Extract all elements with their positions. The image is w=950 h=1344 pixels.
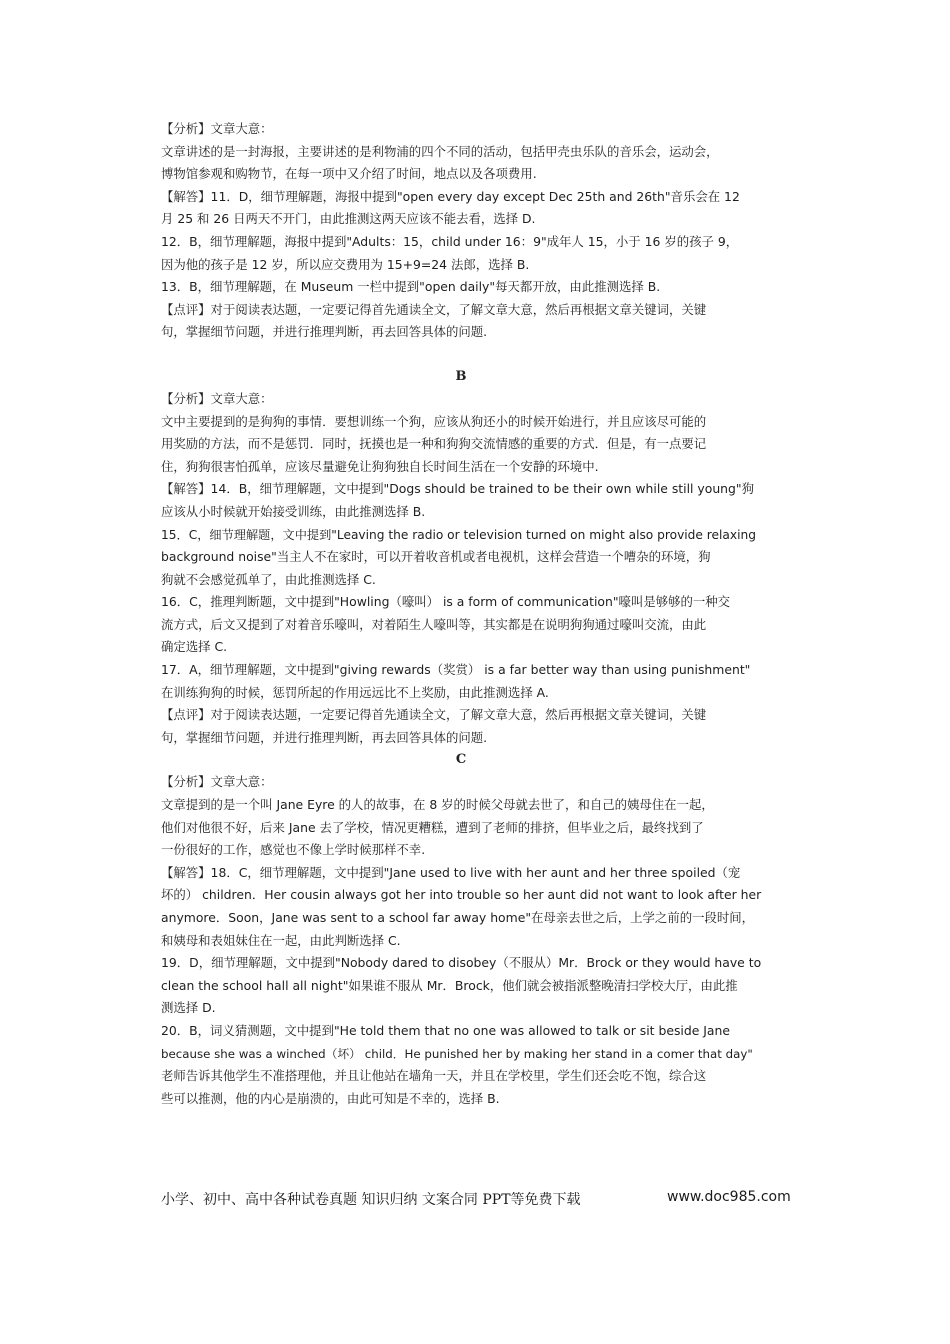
text-line: 12．B，细节理解题，海报中提到"Adults：15，child under 16：9"成年人 15，小于 16 岁的孩子 9，: [161, 233, 739, 249]
text-line: 【分析】文章大意：: [161, 774, 273, 790]
text-line: 【分析】文章大意：: [161, 121, 273, 136]
text-line: 在训练狗狗的时候，惩罚所起的作用远远比不上奖励，由此推测选择 A.: [161, 684, 549, 700]
text-line: 他们对他很不好，后来 Jane 去了学校，情况更糟糕，遭到了老师的排挤，但毕业之后，最终找到了: [161, 819, 704, 835]
section-a: [161, 118, 761, 344]
page-footer: [161, 1189, 801, 1209]
text-line: 17．A，细节理解题，文中提到"giving rewards（奖赏） is a far better way than using punishment": [161, 662, 751, 678]
text-line: 月 25 和 26 日两天不开门，由此推测这两天应该不能去看，选择 D.: [161, 211, 536, 227]
text-line: 【分析】文章大意：: [161, 390, 273, 406]
text-line: 文章讲述的是一封海报，主要讲述的是利物浦的四个不同的活动，包括甲壳虫乐队的音乐会，运动会，: [161, 143, 719, 159]
text-line: 【点评】对于阅读表达题，一定要记得首先通读全文，了解文章大意，然后再根据文章关键词，关键: [161, 707, 707, 723]
text-line: 文中主要提到的是狗狗的事情．要想训练一个狗，应该从狗还小的时候开始进行，并且应该尽可能的: [161, 413, 707, 429]
text-line: background noise"当主人不在家时，可以开着收音机或者电视机，这样会营造一个嘈杂的环境，狗: [161, 549, 711, 565]
section-heading: C: [455, 752, 467, 768]
text-line: 住，狗狗很害怕孤单，应该尽量避免让狗狗独自长时间生活在一个安静的环境中.: [161, 458, 599, 474]
text-line: 流方式，后文又提到了对着音乐嚎叫，对着陌生人嚎叫等，其实都是在说明狗狗通过嚎叫交流，由此: [161, 616, 707, 632]
text-line: 一份很好的工作，感觉也不像上学时候那样不幸.: [161, 842, 426, 858]
text-line: 文章提到的是一个叫 Jane Eyre 的人的故事，在 8 岁的时候父母就去世了，和自己的姨母住在一起，: [161, 797, 714, 813]
text-line: 坏的） children．Her cousin always got her into trouble so her aunt did not want to look after her: [161, 887, 762, 903]
text-line: 【解答】18．C，细节理解题，文中提到"Jane used to live with her aunt and her three spoiled（宠: [161, 864, 741, 880]
section-heading: B: [455, 368, 467, 384]
answer-explanations: [161, 118, 761, 1110]
text-line: 些可以推测，他的内心是崩溃的，由此可知是不幸的，选择 B.: [161, 1090, 500, 1106]
text-line: 15．C，细节理解题，文中提到"Leaving the radio or television turned on might also provide relaxing: [161, 527, 756, 542]
spacer: [161, 344, 761, 366]
text-line: 博物馆参观和购物节，在每一项中又介绍了时间，地点以及各项费用.: [161, 166, 537, 182]
text-line: 和姨母和表姐妹住在一起，由此判断选择 C.: [161, 932, 401, 948]
footer-site-link[interactable]: www.doc985.com: [667, 1189, 791, 1205]
text-line: because she was a winched（坏） child．He punished her by making her stand in a comer that day": [161, 1046, 753, 1061]
text-line: 句，掌握细节问题，并进行推理判断，再去回答具体的问题.: [161, 729, 488, 745]
text-line: 【解答】14．B，细节理解题，文中提到"Dogs should be trained to be their own while still young"狗: [161, 481, 754, 497]
text-line: 确定选择 C.: [161, 639, 228, 655]
text-line: anymore．Soon，Jane was sent to a school far away home"在母亲去世之后，上学之前的一段时间，: [161, 910, 755, 925]
text-line: 【解答】11．D，细节理解题，海报中提到"open every day except Dec 25th and 26th"音乐会在 12: [161, 188, 740, 204]
footer-promo-text: 小学、初中、高中各种试卷真题 知识归纳 文案合同 PPT等免费下载: [161, 1192, 581, 1208]
section-c: [161, 749, 761, 1110]
text-line: 【点评】对于阅读表达题，一定要记得首先通读全文，了解文章大意，然后再根据文章关键词，关键: [161, 301, 707, 317]
text-line: 16．C，推理判断题，文中提到"Howling（嚎叫） is a form of communication"嚎叫是够够的一种交: [161, 594, 731, 610]
text-line: 句，掌握细节问题，并进行推理判断，再去回答具体的问题.: [161, 324, 488, 340]
text-line: 应该从小时候就开始接受训练，由此推测选择 B.: [161, 503, 426, 519]
text-line: 因为他的孩子是 12 岁，所以应交费用为 15+9=24 法郎，选择 B.: [161, 256, 530, 272]
section-b: [161, 366, 761, 750]
text-line: 测选择 D.: [161, 1000, 216, 1016]
text-line: 13．B，细节理解题，在 Museum 一栏中提到"open daily"每天都开放，由此推测选择 B.: [161, 279, 661, 295]
text-line: 老师告诉其他学生不准搭理他，并且让他站在墙角一天，并且在学校里，学生们还会吃不饱，综合这: [161, 1068, 707, 1084]
text-line: 19．D，细节理解题，文中提到"Nobody dared to disobey（不服从）Mr．Brock or they would have to: [161, 955, 762, 971]
text-line: 用奖励的方法，而不是惩罚．同时，抚摸也是一种和狗狗交流情感的重要的方式．但是，有一点要记: [161, 436, 707, 452]
text-line: 狗就不会感觉孤单了，由此推测选择 C.: [161, 571, 376, 587]
text-line: clean the school hall all night"如果谁不服从 Mr．Brock，他们就会被指派整晚清扫学校大厅，由此推: [161, 977, 738, 993]
text-line: 20．B，词义猜测题，文中提到"He told them that no one was allowed to talk or sit beside Jane: [161, 1022, 731, 1038]
